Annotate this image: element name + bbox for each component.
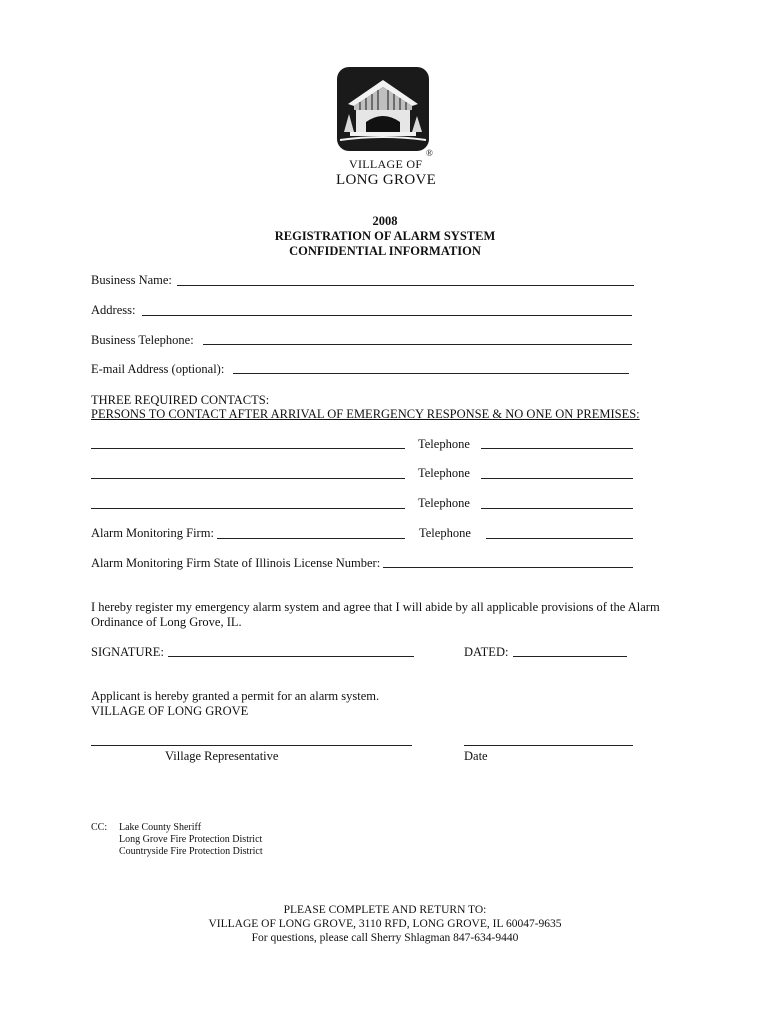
contact-1-name-field[interactable] [91, 448, 405, 449]
monitoring-telephone-field[interactable] [486, 538, 633, 539]
cc-recipient-2: Long Grove Fire Protection District [119, 834, 263, 845]
business-telephone-label: Business Telephone: [91, 333, 194, 347]
declaration-line-2: Ordinance of Long Grove, IL. [91, 615, 242, 629]
cc-recipient-3: Countryside Fire Protection District [119, 846, 263, 857]
cc-label: CC: [91, 822, 108, 833]
return-address: VILLAGE OF LONG GROVE, 3110 RFD, LONG GROVE, IL 60047-9635 [208, 918, 562, 930]
contacts-heading: THREE REQUIRED CONTACTS: [91, 393, 270, 407]
contact-3-telephone-field[interactable] [481, 508, 633, 509]
village-representative-field[interactable] [91, 745, 412, 746]
covered-bridge-icon [336, 66, 430, 156]
permit-statement: Applicant is hereby granted a permit for an alarm system. [91, 689, 380, 703]
signature-label: SIGNATURE: [91, 645, 164, 659]
contacts-subheading: PERSONS TO CONTACT AFTER ARRIVAL OF EMERGENCY RESPONSE & NO ONE ON PREMISES: [91, 407, 640, 421]
return-instructions: PLEASE COMPLETE AND RETURN TO: [283, 904, 487, 916]
contact-2-telephone-field[interactable] [481, 478, 633, 479]
contact-3-telephone-label: Telephone [418, 496, 470, 510]
dated-label: DATED: [464, 645, 509, 659]
form-year: 2008 [372, 214, 398, 228]
business-name-label: Business Name: [91, 273, 172, 287]
monitoring-telephone-label: Telephone [419, 526, 471, 540]
permit-date-field[interactable] [464, 745, 633, 746]
form-subtitle: CONFIDENTIAL INFORMATION [289, 244, 481, 258]
cc-recipient-1: Lake County Sheriff [119, 822, 202, 833]
email-field[interactable] [233, 373, 629, 374]
signature-field[interactable] [168, 656, 414, 657]
business-name-field[interactable] [177, 285, 634, 286]
dated-field[interactable] [513, 656, 627, 657]
declaration-line-1: I hereby register my emergency alarm system and agree that I will abide by all applicable provisions of the Alarm [91, 600, 660, 614]
logo-line-1: VILLAGE OF [349, 157, 423, 171]
form-title: REGISTRATION OF ALARM SYSTEM [274, 229, 496, 243]
monitoring-firm-label: Alarm Monitoring Firm: [91, 526, 214, 540]
contact-info: For questions, please call Sherry Shlagman 847-634-9440 [251, 932, 519, 944]
contact-3-name-field[interactable] [91, 508, 405, 509]
address-field[interactable] [142, 315, 632, 316]
contact-1-telephone-field[interactable] [481, 448, 633, 449]
contact-2-telephone-label: Telephone [418, 466, 470, 480]
address-label: Address: [91, 303, 136, 317]
registered-mark: ® [426, 148, 433, 158]
logo-line-2: LONG GROVE [336, 172, 437, 188]
contact-2-name-field[interactable] [91, 478, 405, 479]
email-label: E-mail Address (optional): [91, 362, 225, 376]
contact-1-telephone-label: Telephone [418, 437, 470, 451]
permit-village-name: VILLAGE OF LONG GROVE [91, 704, 249, 718]
permit-date-label: Date [464, 749, 488, 763]
monitoring-firm-field[interactable] [217, 538, 405, 539]
business-telephone-field[interactable] [203, 344, 632, 345]
village-representative-label: Village Representative [165, 749, 279, 763]
license-number-label: Alarm Monitoring Firm State of Illinois License Number: [91, 556, 381, 570]
license-number-field[interactable] [383, 567, 633, 568]
